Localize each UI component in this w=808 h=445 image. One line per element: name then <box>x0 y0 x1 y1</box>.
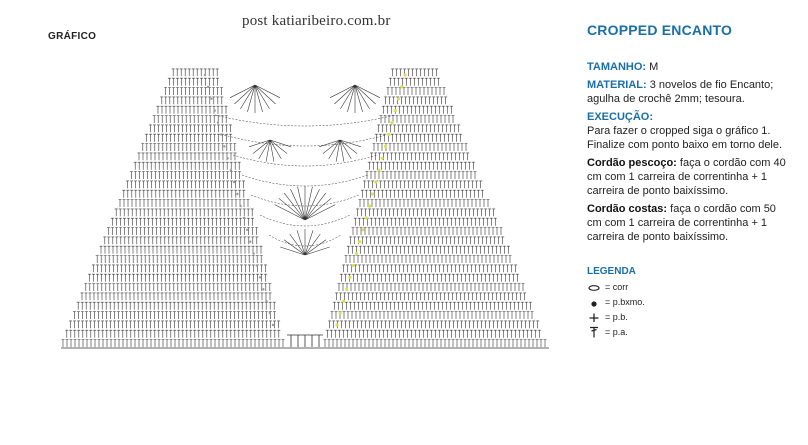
chain-oval-icon <box>587 281 603 293</box>
pattern-title: CROPPED ENCANTO <box>587 22 733 38</box>
slip-stitch-dot <box>246 229 248 231</box>
highlight-dot <box>374 181 377 184</box>
highlight-dot <box>365 216 368 219</box>
stitch-row <box>100 246 510 254</box>
fan-shell <box>319 140 361 162</box>
stitch-row <box>134 162 475 170</box>
stitch-row <box>164 88 445 96</box>
stitch-row <box>65 330 541 338</box>
slip-stitch-dot <box>239 205 241 207</box>
stitch-row <box>172 69 439 76</box>
highlight-dot <box>394 109 397 112</box>
highlight-dot <box>403 73 406 76</box>
neck-cord-value: faça o cordão com 40 cm com 1 carreira de correntinha + 1 carreira de ponto baixíssimo. <box>587 157 786 197</box>
highlight-dot <box>335 323 338 326</box>
slip-stitch-dot <box>252 252 254 254</box>
slip-stitch-dot <box>204 74 206 76</box>
stitch-row <box>153 116 455 124</box>
pattern-info-panel <box>587 22 787 339</box>
stitch-row <box>157 106 453 114</box>
size-label: TAMANHO: <box>587 61 647 73</box>
highlight-dot <box>381 157 384 160</box>
slip-stitch-dot <box>227 157 229 159</box>
crochet-diagram <box>55 55 555 365</box>
stitch-row <box>77 302 532 310</box>
slip-stitch-dot <box>249 241 251 243</box>
back-cord-value: faça o cordão com 50 cm com 1 carreira de correntinha + 1 carreira de ponto baixíssimo. <box>587 203 776 243</box>
slip-stitch-dot <box>256 264 258 266</box>
legend-title: LEGENDA <box>587 266 636 277</box>
highlight-dot <box>342 300 345 303</box>
execution-info <box>587 110 787 152</box>
highlight-dot <box>371 192 374 195</box>
slip-stitch-dot <box>259 276 261 278</box>
stitch-row <box>92 265 517 272</box>
watermark-text: post katiaribeiro.com.br <box>242 13 391 29</box>
slip-stitch-dot <box>220 133 222 135</box>
highlight-dot <box>361 228 364 231</box>
legend-item-chain <box>587 279 787 294</box>
fan-shell <box>330 85 380 113</box>
material-info <box>587 78 787 106</box>
slip-stitch-dot <box>243 217 245 219</box>
highlight-dot <box>355 252 358 255</box>
stitch-row <box>168 78 440 86</box>
highlight-dot <box>400 85 403 88</box>
slip-stitch-dot <box>269 312 271 314</box>
slip-stitch-dot <box>217 121 219 123</box>
legend-item-slip-stitch <box>587 294 787 309</box>
highlight-dot <box>348 276 351 279</box>
legend-item-text: = p.a. <box>605 326 628 337</box>
neck-cord-info <box>587 156 787 198</box>
size-value: M <box>649 61 659 73</box>
execution-value: Para fazer o cropped siga o gráfico 1. Finalize com ponto baixo em torno dele. <box>587 125 783 151</box>
legend-item-text: = p.b. <box>605 311 628 322</box>
stitch-row <box>96 256 512 264</box>
highlight-dot <box>345 288 348 291</box>
stitch-row <box>160 97 447 104</box>
slip-stitch-dot <box>265 300 267 302</box>
stitch-row <box>88 274 519 282</box>
stitch-row <box>103 237 504 244</box>
back-cord-info <box>587 202 787 244</box>
highlight-dot <box>378 169 381 172</box>
highlight-dot <box>368 204 371 207</box>
dot-icon <box>587 296 603 308</box>
slip-stitch-dot <box>272 324 274 326</box>
stitch-row <box>122 190 484 198</box>
stitch-row <box>81 293 527 300</box>
material-label: MATERIAL: <box>587 79 647 91</box>
highlight-dot <box>397 97 400 100</box>
tall-stitch-icon <box>587 326 603 338</box>
stitch-row <box>149 125 460 132</box>
slip-stitch-dot <box>230 169 232 171</box>
fan-shell <box>275 186 336 220</box>
fan-shell <box>230 85 280 113</box>
stitch-row <box>73 312 534 320</box>
diagram-label: GRÁFICO <box>48 31 97 42</box>
stitch-row <box>69 321 539 328</box>
slip-stitch-dot <box>223 145 225 147</box>
stitch-row <box>138 153 470 160</box>
stitch-row <box>62 340 547 348</box>
legend-item-double-crochet <box>587 324 787 339</box>
chain-arches <box>215 115 395 246</box>
slip-stitch-dot <box>210 98 212 100</box>
legend-item-text: = p.bxmo. <box>605 296 645 307</box>
highlight-dot <box>358 240 361 243</box>
slip-stitch-dot <box>262 288 264 290</box>
slip-stitch-dot <box>236 193 238 195</box>
legend <box>587 266 787 339</box>
slip-stitch-dot <box>233 181 235 183</box>
back-cord-label: Cordão costas: <box>587 203 668 215</box>
highlight-dot <box>339 312 342 315</box>
highlight-dot <box>390 121 393 124</box>
stitch-row <box>145 134 462 142</box>
highlight-dot <box>387 133 390 136</box>
stitch-row <box>130 172 477 180</box>
stitch-row <box>126 181 482 188</box>
slip-stitch-dot <box>214 110 216 112</box>
material-value: 3 novelos de fio Encanto; agulha de crochê 2mm; tesoura. <box>587 79 774 105</box>
center-stitches <box>287 335 323 347</box>
fan-shell <box>280 229 329 255</box>
size-info <box>587 60 787 74</box>
highlight-dot <box>384 145 387 148</box>
execution-label: EXECUÇÃO: <box>587 111 654 123</box>
stitch-row <box>84 284 524 292</box>
highlight-dot <box>352 264 355 267</box>
slip-stitch-dot <box>207 86 209 88</box>
neck-cord-label: Cordão pescoço: <box>587 157 677 169</box>
stitch-row <box>141 144 467 152</box>
legend-item-single-crochet <box>587 309 787 324</box>
plus-icon <box>587 311 603 323</box>
fan-shell <box>249 140 291 162</box>
legend-item-text: = corr <box>605 281 629 292</box>
